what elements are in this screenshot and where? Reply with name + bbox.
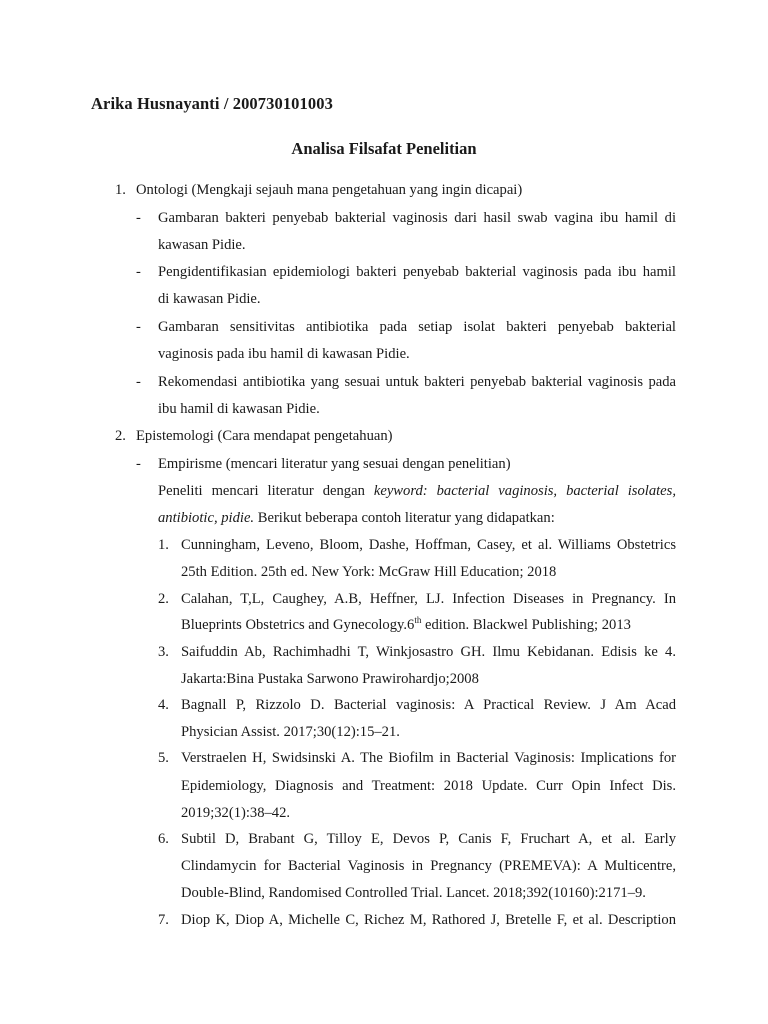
reference-line: Diop K, Diop A, Michelle C, Richez M, Rathored J, Bretelle F, et al. Description — [181, 912, 676, 928]
reference-number: 3. — [158, 644, 169, 660]
reference-line: Double-Blind, Randomised Controlled Trial. Lancet. 2018;392(10160):2171–9. — [181, 885, 646, 901]
reference-number: 7. — [158, 912, 169, 928]
keywords-text: keyword: bacterial vaginosis, bacterial isolates, — [373, 483, 676, 499]
bullet-dash: - — [136, 210, 141, 226]
reference-number: 4. — [158, 697, 169, 713]
bullet-dash: - — [136, 374, 141, 390]
bullet-line: ibu hamil di kawasan Pidie. — [158, 401, 320, 417]
section-number: 2. — [115, 428, 126, 444]
bullet-line: Empirisme (mencari literatur yang sesuai dengan penelitian) — [158, 456, 511, 472]
reference-line: Clindamycin for Bacterial Vaginosis in Pregnancy (PREMEVA): A Multicentre, — [181, 858, 676, 874]
bullet-line: Gambaran bakteri penyebab bakterial vaginosis dari hasil swab vagina ibu hamil di — [158, 210, 676, 226]
superscript: th — [414, 615, 422, 626]
bullet-dash: - — [136, 456, 141, 472]
paragraph-text: Berikut beberapa contoh literatur yang didapatkan: — [254, 510, 555, 526]
reference-number: 5. — [158, 750, 169, 766]
reference-line: 25th Edition. 25th ed. New York: McGraw Hill Education; 2018 — [181, 564, 557, 580]
bullet-line: Gambaran sensitivitas antibiotika pada setiap isolat bakteri penyebab bakterial — [158, 319, 676, 335]
bullet-line: kawasan Pidie. — [158, 237, 246, 253]
bullet-dash: - — [136, 319, 141, 335]
bullet-line: Rekomendasi antibiotika yang sesuai untuk bakteri penyebab bakterial vaginosis pada — [158, 374, 676, 390]
reference-line: Physician Assist. 2017;30(12):15–21. — [181, 724, 400, 740]
reference-line: Calahan, T,L, Caughey, A.B, Heffner, LJ. Infection Diseases in Pregnancy. In — [181, 591, 676, 607]
reference-line: Bagnall P, Rizzolo D. Bacterial vaginosis: A Practical Review. J Am Acad — [181, 697, 676, 713]
keywords-text: antibiotic, pidie. — [158, 510, 255, 526]
bullet-line: vaginosis pada ibu hamil di kawasan Pidie. — [158, 346, 410, 362]
reference-line: Cunningham, Leveno, Bloom, Dashe, Hoffman, Casey, et al. Williams Obstetrics — [181, 537, 676, 553]
bullet-line: Pengidentifikasian epidemiologi bakteri penyebab bakterial vaginosis pada ibu hamil — [158, 264, 676, 280]
reference-line: 2019;32(1):38–42. — [181, 805, 291, 821]
bullet-dash: - — [136, 264, 141, 280]
reference-line: Subtil D, Brabant G, Tilloy E, Devos P, Canis F, Fruchart A, et al. Early — [181, 831, 676, 847]
reference-number: 1. — [158, 537, 169, 553]
reference-line: Jakarta:Bina Pustaka Sarwono Prawirohardjo;2008 — [181, 671, 479, 687]
section-heading: Ontologi (Mengkaji sejauh mana pengetahuan yang ingin dicapai) — [136, 182, 523, 198]
reference-text: edition. Blackwel Publishing; 2013 — [421, 617, 631, 633]
paragraph-line — [158, 482, 676, 500]
section-heading: Epistemologi (Cara mendapat pengetahuan) — [136, 428, 393, 444]
reference-line — [181, 616, 631, 634]
reference-line: Epidemiology, Diagnosis and Treatment: 2018 Update. Curr Opin Infect Dis. — [181, 778, 676, 794]
reference-line: Verstraelen H, Swidsinski A. The Biofilm in Bacterial Vaginosis: Implications for — [181, 750, 676, 766]
reference-number: 6. — [158, 831, 169, 847]
reference-line: Saifuddin Ab, Rachimhadhi T, Winkjosastro GH. Ilmu Kebidanan. Edisis ke 4. — [181, 644, 676, 660]
paragraph-text: Peneliti mencari literatur dengan — [158, 483, 374, 499]
paragraph-line — [158, 509, 555, 527]
reference-text: Blueprints Obstetrics and Gynecology.6 — [181, 617, 415, 633]
author-line: Arika Husnayanti / 200730101003 — [91, 94, 333, 113]
section-number: 1. — [115, 182, 126, 198]
bullet-line: di kawasan Pidie. — [158, 291, 261, 307]
document-title: Analisa Filsafat Penelitian — [291, 139, 477, 158]
reference-number: 2. — [158, 591, 169, 607]
